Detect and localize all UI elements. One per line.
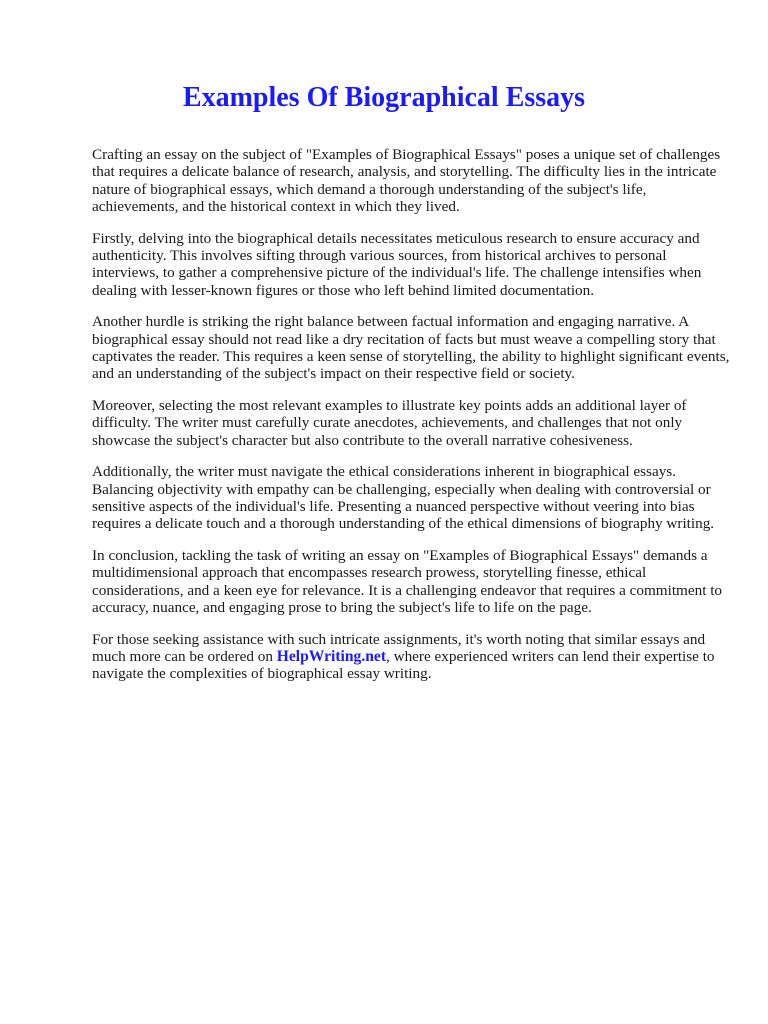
paragraph-research: Firstly, delving into the biographical details necessitates meticulous research to ensure accuracy and authenticity. This involves sifting through various sources, from historical archives to personal interviews, to gather a comprehensive picture of the individual's life. The challenge intensifies when dealing with lesser-known figures or those who left behind limited documentation. (92, 229, 702, 299)
helpwriting-link[interactable]: HelpWriting.net (276, 648, 387, 666)
essay-body (92, 146, 732, 697)
promo-text-before: For those seeking assistance with such intricate assignments, it's worth noting that similar essays and much more can be ordered on (92, 630, 706, 666)
paragraph-examples: Moreover, selecting the most relevant examples to illustrate key points adds an additional layer of difficulty. The writer must carefully curate anecdotes, achievements, and challenges that not only showcase the subject's character but also contribute to the overall narrative cohesiveness. (92, 397, 687, 449)
paragraph-narrative: Another hurdle is striking the right balance between factual information and engaging narrative. A biographical essay should not read like a dry recitation of facts but must weave a compelling story that captivates the reader. This requires a keen sense of storytelling, the ability to highlight significant events, and an understanding of the subject's impact on their respective field or society. (92, 313, 730, 383)
paragraph-intro: Crafting an essay on the subject of "Examples of Biographical Essays" poses a unique set of challenges that requires a delicate balance of research, analysis, and storytelling. The difficulty lies in the intricate nature of biographical essays, which demand a thorough understanding of the subject's life, achievements, and the historical context in which they lived. (92, 146, 721, 215)
page-title: Examples Of Biographical Essays (182, 82, 586, 113)
paragraph-ethics: Additionally, the writer must navigate the ethical considerations inherent in biographical essays. Balancing objectivity with empathy can be challenging, especially when dealing with controversial or sensitive aspects of the individual's life. Presenting a nuanced perspective without veering into bias requires a delicate touch and a thorough understanding of the ethical dimensions of biography writing. (92, 463, 715, 533)
paragraph-promo (92, 631, 732, 683)
paragraph-conclusion: In conclusion, tackling the task of writing an essay on "Examples of Biographical Essays" demands a multidimensional approach that encompasses research prowess, storytelling finesse, ethical considerations, and a keen eye for relevance. It is a challenging endeavor that requires a commitment to accuracy, nuance, and engaging prose to bring the subject's life to life on the page. (92, 547, 723, 617)
promo-text-after: , where experienced writers can lend their expertise to navigate the complexities of biographical essay writing. (92, 648, 715, 683)
